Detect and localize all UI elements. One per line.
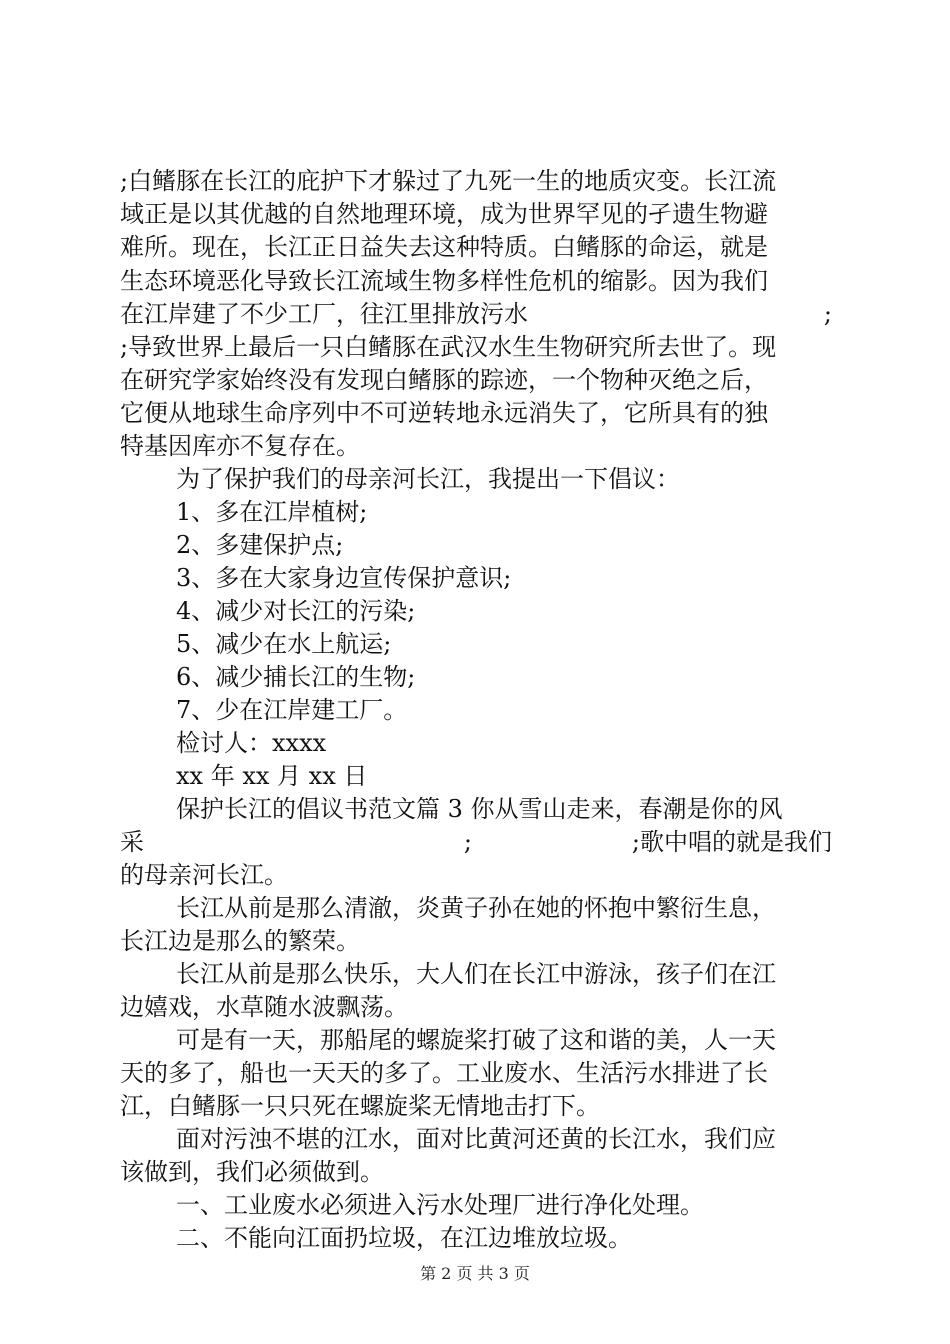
text-line <box>120 826 832 858</box>
list-item: 7、少在江岸建工厂。 <box>176 696 408 724</box>
text-line: 生态环境恶化导致长江流域生物多样性危机的缩影。因为我们 <box>120 267 768 295</box>
text-line: 面对污浊不堪的江水，面对比黄河还黄的长江水，我们应 <box>176 1125 776 1153</box>
text-line: 在研究学家始终没有发现白鳍豚的踪迹，一个物种灭绝之后， <box>120 366 768 394</box>
proposal-intro: 为了保护我们的母亲河长江，我提出一下倡议： <box>176 465 680 493</box>
date-line: xx 年 xx 月 xx 日 <box>176 762 368 790</box>
text-line: ;白鳍豚在长江的庇护下才躲过了九死一生的地质灾变。长江流 <box>120 167 777 195</box>
text-line: 江，白鳍豚一只只死在螺旋桨无情地击打下。 <box>120 1092 600 1120</box>
text-line: 二、不能向江面扔垃圾，在江边堆放垃圾。 <box>176 1224 632 1252</box>
text-line: 特基因库亦不复存在。 <box>120 432 360 460</box>
text-segment: 在江岸建了不少工厂，往江里排放污水 <box>120 300 528 328</box>
list-item: 4、减少对长江的污染; <box>176 597 416 625</box>
text-line: 长江从前是那么快乐，大人们在长江中游泳，孩子们在江 <box>176 960 776 988</box>
list-item: 1、多在江岸植树; <box>176 498 368 526</box>
text-segment: ; <box>823 300 832 328</box>
text-line: 域正是以其优越的自然地理环境，成为世界罕见的孑遗生物避 <box>120 200 768 228</box>
text-line <box>120 298 832 330</box>
essay-title-line: 保护长江的倡议书范文篇 3 你从雪山走来，春潮是你的风 <box>176 795 783 823</box>
text-line: 的母亲河长江。 <box>120 861 288 889</box>
text-segment: ;歌中唱的就是我们 <box>631 828 832 856</box>
text-line: ;导致世界上最后一只白鳍豚在武汉水生生物研究所去世了。现 <box>120 333 777 361</box>
text-line: 长江边是那么的繁荣。 <box>120 927 360 955</box>
signer-line: 检讨人：xxxx <box>176 729 327 757</box>
text-line: 边嬉戏，水草随水波飘荡。 <box>120 993 408 1021</box>
text-line: 天的多了，船也一天天的多了。工业废水、生活污水排进了长 <box>120 1059 768 1087</box>
list-item: 5、减少在水上航运; <box>176 630 392 658</box>
text-line: 一、工业废水必须进入污水处理厂进行净化处理。 <box>176 1191 704 1219</box>
list-item: 6、减少捕长江的生物; <box>176 663 416 691</box>
text-line: 该做到，我们必须做到。 <box>120 1158 384 1186</box>
page-footer: 第 2 页 共 3 页 <box>420 1264 530 1283</box>
list-item: 2、多建保护点; <box>176 531 344 559</box>
text-line: 长江从前是那么清澈，炎黄子孙在她的怀抱中繁衍生息， <box>176 894 776 922</box>
text-segment: 采 <box>120 828 144 856</box>
text-line: 难所。现在，长江正日益失去这种特质。白鳍豚的命运，就是 <box>120 233 768 261</box>
list-item: 3、多在大家身边宣传保护意识; <box>176 564 512 592</box>
text-line: 可是有一天，那船尾的螺旋桨打破了这和谐的美，人一天 <box>176 1026 776 1054</box>
text-segment: ; <box>463 828 472 856</box>
text-line: 它便从地球生命序列中不可逆转地永远消失了，它所具有的独 <box>120 399 768 427</box>
